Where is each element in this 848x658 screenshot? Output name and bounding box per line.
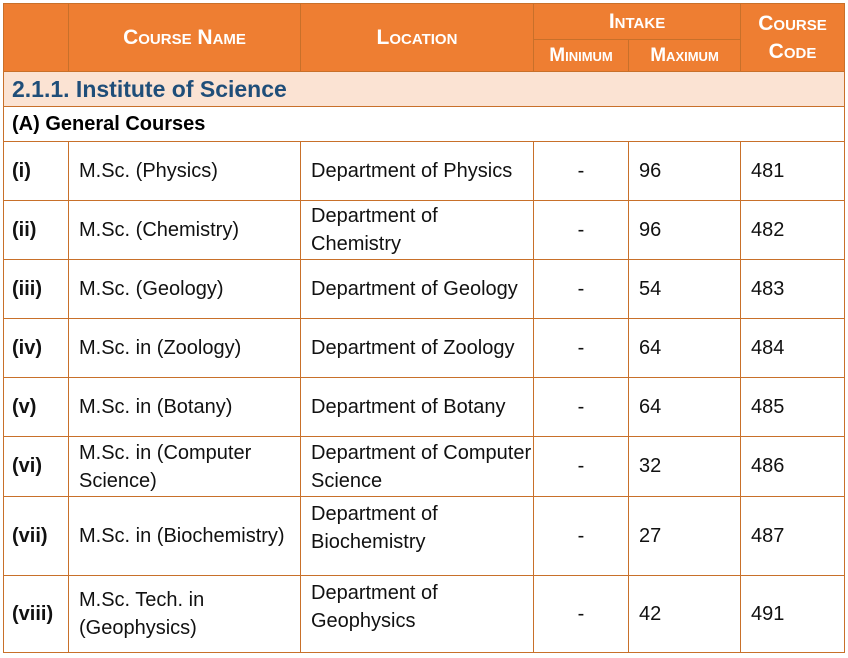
section-title: 2.1.1. Institute of Science [4,72,845,107]
course-code: 491 [741,576,845,653]
row-number: (i) [4,142,69,201]
intake-maximum: 96 [629,142,741,201]
table-row [4,319,845,378]
intake-minimum: - [534,260,629,319]
intake-minimum: - [534,497,629,576]
group-row [4,107,845,142]
row-number: (v) [4,378,69,437]
table-row [4,437,845,497]
intake-minimum: - [534,576,629,653]
table-row [4,378,845,437]
row-number: (ii) [4,201,69,260]
table-row [4,201,845,260]
course-name: M.Sc. (Physics) [69,142,301,201]
header-intake: Intake [534,4,741,40]
row-number: (vii) [4,497,69,576]
course-name: M.Sc. in (Botany) [69,378,301,437]
course-location: Department of Physics [301,142,534,201]
course-location: Department of Geology [301,260,534,319]
row-number: (viii) [4,576,69,653]
row-number: (iv) [4,319,69,378]
course-code: 483 [741,260,845,319]
course-location: Department of Chemistry [301,201,534,260]
course-code: 486 [741,437,845,497]
header-blank [4,4,69,72]
intake-maximum: 64 [629,378,741,437]
intake-maximum: 64 [629,319,741,378]
course-name: M.Sc. Tech. in (Geophysics) [69,576,301,653]
course-location: Department of Computer Science [301,437,534,497]
course-name: M.Sc. in (Zoology) [69,319,301,378]
course-location: Department of Zoology [301,319,534,378]
header-row [4,4,845,40]
course-name: M.Sc. in (Computer Science) [69,437,301,497]
intake-maximum: 54 [629,260,741,319]
intake-minimum: - [534,319,629,378]
row-number: (iii) [4,260,69,319]
table-row [4,576,845,653]
intake-minimum: - [534,201,629,260]
courses-table [3,3,845,653]
intake-maximum: 32 [629,437,741,497]
course-code: 487 [741,497,845,576]
table-row [4,497,845,576]
header-minimum: Minimum [534,40,629,72]
group-title: (A) General Courses [4,107,845,142]
course-code: 481 [741,142,845,201]
course-name: M.Sc. (Chemistry) [69,201,301,260]
intake-maximum: 42 [629,576,741,653]
course-code: 482 [741,201,845,260]
intake-minimum: - [534,437,629,497]
table-row [4,142,845,201]
course-code: 484 [741,319,845,378]
intake-minimum: - [534,378,629,437]
course-location: Department of Biochemistry [301,497,534,576]
course-code: 485 [741,378,845,437]
intake-maximum: 27 [629,497,741,576]
row-number: (vi) [4,437,69,497]
table-row [4,260,845,319]
header-course-code: Course Code [741,4,845,72]
course-name: M.Sc. in (Biochemistry) [69,497,301,576]
header-location: Location [301,4,534,72]
header-maximum: Maximum [629,40,741,72]
intake-maximum: 96 [629,201,741,260]
intake-minimum: - [534,142,629,201]
course-name: M.Sc. (Geology) [69,260,301,319]
course-location: Department of Botany [301,378,534,437]
section-row [4,72,845,107]
header-course-name: Course Name [69,4,301,72]
course-location: Department of Geophysics [301,576,534,653]
